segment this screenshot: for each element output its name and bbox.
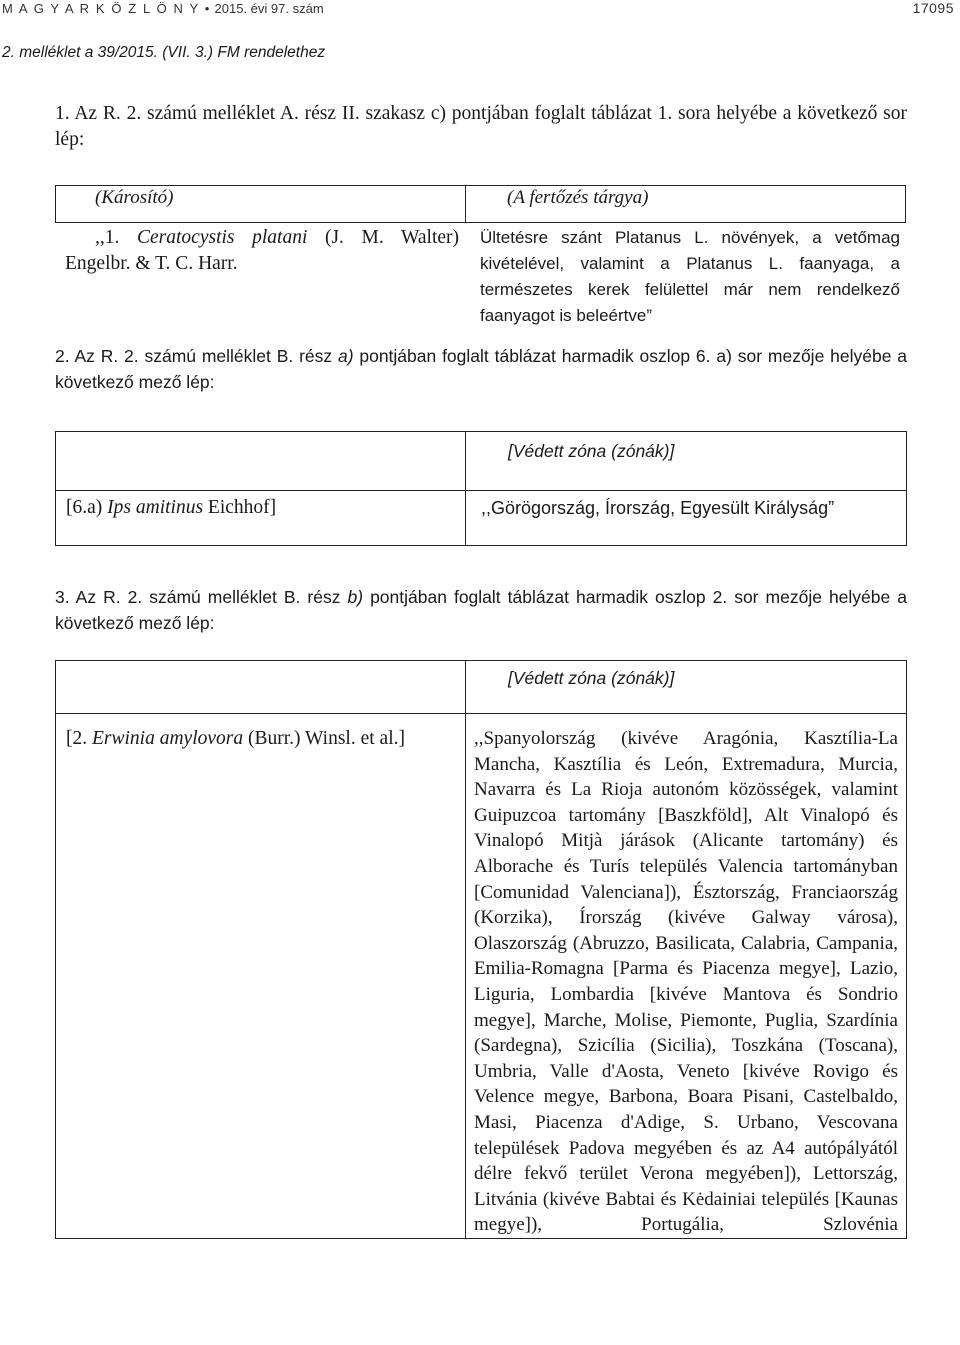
running-header (0, 0, 960, 20)
table-2-col2-header: [Védett zóna (zónák)] (466, 432, 907, 491)
table-2-header-row (56, 432, 907, 491)
issue-label: 2015. évi 97. szám (214, 1, 324, 16)
table-2-value-cell: ,,Görögország, Írország, Egyesült Királyság” (466, 491, 907, 546)
table-3-empty-header (56, 661, 466, 714)
table-3 (55, 660, 907, 1239)
table-3-data-row (56, 714, 907, 1239)
table-3-label-latin: Erwinia amylovora (92, 728, 244, 749)
item-2-text-end: pontjában foglalt táblázat harmadik oszlop 6. a) sor mezője helyébe a következő mező lép: (55, 346, 907, 392)
table-1-header-row (55, 185, 906, 221)
item-2-text-italic: a) (337, 346, 354, 366)
table-2-label-suffix: Eichhof] (203, 497, 277, 518)
journal-name: M A G Y A R K Ö Z L Ö N Y (2, 1, 200, 16)
table-2-empty-header (56, 432, 466, 491)
table-3-label-prefix: [2. (66, 728, 92, 749)
table-1-object-cell: Ültetésre szánt Platanus L. növények, a vetőmag kivételével, valamint a Platanus L. faanyaga, a természetes kerek felülettel már nem rendelkező faanyagot is beleértve” (480, 228, 900, 325)
table-2-label-latin: Ips amitinus (107, 497, 204, 518)
page-number: 17095 (912, 0, 954, 16)
table-2-data-row (56, 491, 907, 546)
table-2-label-prefix: [6.a) (66, 497, 108, 518)
table-1 (55, 185, 906, 329)
table-2 (55, 431, 907, 546)
table-1-col2-header: (A fertőzés tárgya) (507, 187, 649, 208)
table-3-label-suffix: (Burr.) Winsl. et al.] (243, 728, 405, 749)
item-2-text-start: 2. Az R. 2. számú melléklet B. rész (55, 346, 338, 366)
table-3-header-row (56, 661, 907, 714)
header-bullet: • (204, 1, 210, 16)
item-3-text-end: pontjában foglalt táblázat harmadik oszlop 2. sor mezője helyébe a következő mező lép: (55, 587, 908, 633)
item-2-text (55, 343, 907, 395)
table-3-label-cell (56, 714, 466, 1239)
table-2-label-cell (56, 491, 466, 546)
item-3-text (55, 584, 907, 636)
journal-header (2, 1, 324, 16)
table-3-col2-header: [Védett zóna (zónák)] (466, 661, 907, 714)
item-3-text-italic: b) (347, 587, 364, 607)
item-1-text: 1. Az R. 2. számú melléklet A. rész II. szakasz c) pontjában foglalt táblázat 1. sora helyébe a következő sor lép: (55, 103, 907, 150)
table-1-pest-latin: Ceratocystis platani (137, 227, 308, 248)
table-1-pest-prefix: ,,1. (95, 227, 137, 248)
table-1-col1-header: (Károsító) (95, 187, 174, 208)
table-1-pest-suffix: (J. M. Walter) Engelbr. & T. C. Harr. (65, 227, 460, 274)
table-1-pest-cell (55, 221, 465, 329)
table-1-data-row (55, 221, 906, 329)
annex-title: 2. melléklet a 39/2015. (VII. 3.) FM rendelethez (2, 44, 326, 61)
item-3-text-start: 3. Az R. 2. számú melléklet B. rész (55, 587, 348, 607)
table-3-value-cell: ,,Spanyolország (kivéve Aragónia, Kasztília-La Mancha, Kasztília és León, Extremadura, Murcia, Navarra és La Rioja autonóm közösségek, valamint Guipuzcoa tartomány [Baszkföld], Alt Vinalopó és Vinalopó Mitjà járások (Alicante tartomány) és Alborache és Turís település Valencia tartományban [Comunidad Valenciana]), Észtország, Franciaország (Korzika), Írország (kivéve Galway városa), Olaszország (Abruzzo, Basilicata, Calabria, Campania, Emilia-Romagna [Parma és Piacenza megye], Lazio, Liguria, Lombardia [kivéve Mantova és Sondrio megye], Marche, Molise, Piemonte, Puglia, Szardínia (Sardegna), Szicília (Sicilia), Toszkána (Toscana), Umbria, Valle d'Aosta, Veneto [kivéve Rovigo és Velence megye, Barbona, Boara Pisani, Castelbaldo, Masi, Piacenza d'Adige, S. Urbano, Vescovana települések Padova megyében és az A4 autópályától délre fekvő terület Verona megyében]), Lettország, Litvánia (kivéve Babtai és Kėdainiai település [Kaunas megye]), Portugália, Szlovénia (466, 714, 907, 1239)
